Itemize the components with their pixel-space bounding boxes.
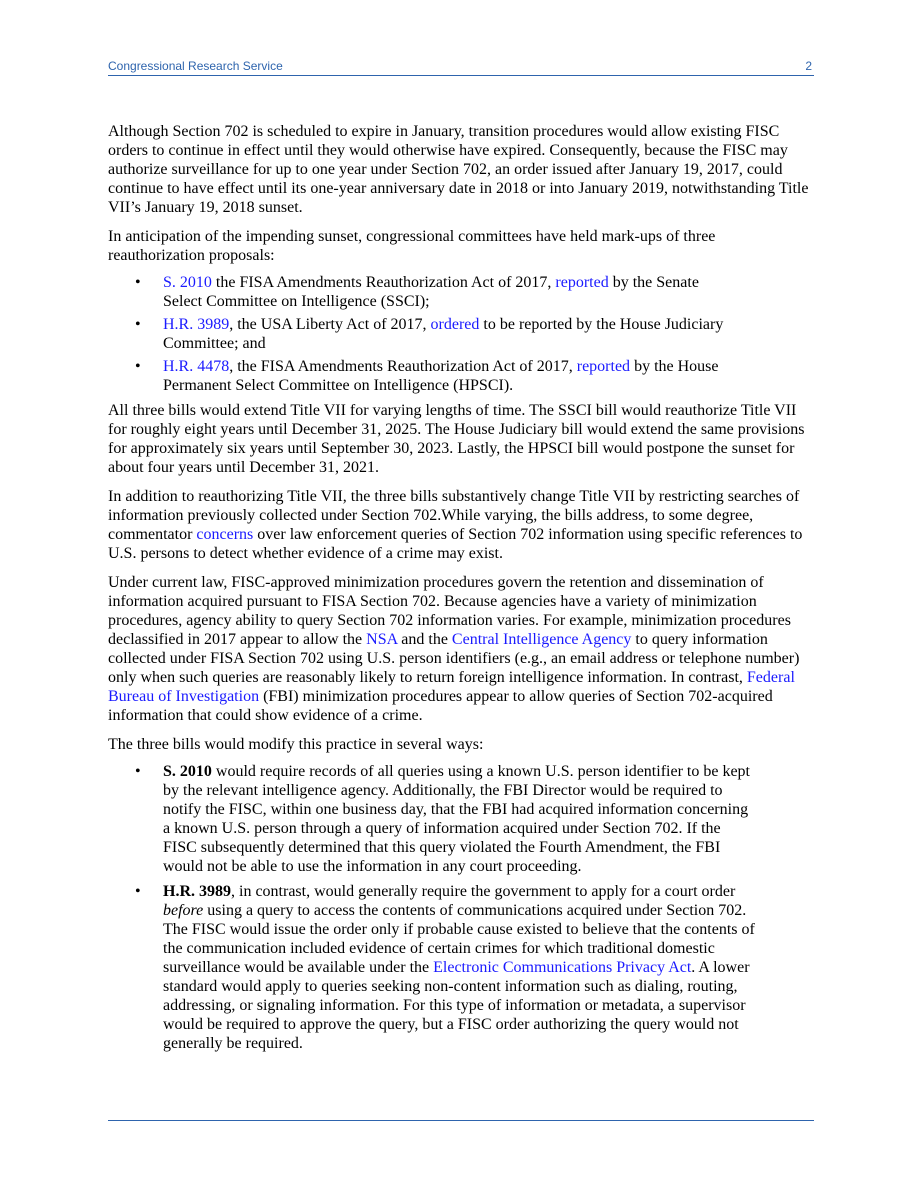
reported-link[interactable]: reported (576, 358, 631, 375)
list-item (135, 315, 814, 353)
fbi-link[interactable]: Federal Bureau of Investigation (108, 669, 795, 705)
bullet-glyph: • (135, 316, 141, 333)
list-item-text: , the FISA Amendments Reauthorization Act of 2017, (229, 358, 577, 375)
nsa-link[interactable]: NSA (366, 631, 398, 648)
list-item (135, 273, 814, 311)
cia-link[interactable]: Central Intelligence Agency (451, 631, 632, 648)
list-item (135, 882, 814, 1053)
paragraph-current-law (108, 573, 814, 725)
text-run: (FBI) minimization procedures appear to allow queries of Section 702-acquired information that could show evidence of a crime. (108, 688, 773, 724)
bullet-glyph: • (135, 358, 141, 375)
running-header (108, 58, 814, 76)
ecpa-link[interactable]: Electronic Communications Privacy Act (433, 959, 692, 976)
proposals-list (108, 273, 814, 395)
footer-rule (108, 1120, 814, 1121)
bullet-glyph: • (135, 883, 141, 900)
bullet-glyph: • (135, 763, 141, 780)
reported-link[interactable]: reported (555, 274, 609, 291)
paragraph-extension: All three bills would extend Title VII for varying lengths of time. The SSCI bill would reauthorize Title VII for roughly eight years until December 31, 2025. The House Judiciary bill would extend the same provisions for approximately six years until September 30, 2023. Lastly, the HPSCI bill would postpone the sunset for about four years until December 31, 2021. (108, 402, 805, 476)
list-item-text: . A lower standard would apply to queries seeking non-content information such as dialing, routing, addressing, or signaling information. For this type of information or metadata, a supervisor would be required to approve the query, but a FISC order authorizing the query would not generally be required. (163, 959, 750, 1052)
bill-name-s2010: S. 2010 (163, 763, 212, 780)
text-run: to query information collected under FISA Section 702 using U.S. person identifiers (e.g., an email address or telephone number) only when such queries are reasonably likely to return foreign intelligence information. In contrast, (108, 631, 800, 686)
list-item (135, 762, 814, 876)
text-run: over law enforcement queries of Section 702 information using specific references to U.S. persons to detect whether evidence of a crime may exist. (108, 526, 803, 562)
text-run: Under current law, FISC-approved minimization procedures govern the retention and dissemination of information acquired pursuant to FISA Section 702. Because agencies have a variety of minimization procedures, agency ability to query Section 702 information varies. For example, minimization procedures declassified in 2017 appear to allow the (108, 574, 791, 648)
list-item (135, 357, 814, 395)
list-item-text: using a query to access the contents of communications acquired under Section 702. The FISC would issue the order only if probable cause existed to believe that the contents of the communication included evidence of certain crimes for which traditional domestic surveillance would be available under the (163, 902, 755, 976)
list-item-text: , in contrast, would generally require the government to apply for a court order (231, 883, 736, 900)
paragraph-restrictions (108, 487, 814, 563)
bill-name-hr3989: H.R. 3989 (163, 883, 231, 900)
paragraph-anticipation: In anticipation of the impending sunset, congressional committees have held mark-ups of three reauthorization proposals: (108, 228, 716, 264)
bullet-glyph: • (135, 274, 141, 291)
list-item-text: to be reported by the House Judiciary Committee; and (163, 316, 724, 352)
emphasis-before: before (163, 902, 204, 919)
ordered-link[interactable]: ordered (430, 316, 480, 333)
list-item-text: by the Senate Select Committee on Intelligence (SSCI); (163, 274, 699, 310)
text-run: In addition to reauthorizing Title VII, the three bills substantively change Title VII by restricting searches of information previously collected under Section 702.While varying, the bills address, to some degree, commentator (108, 488, 800, 543)
modifications-list (108, 762, 814, 1053)
bill-link-s2010[interactable]: S. 2010 (163, 274, 212, 291)
header-org: Congressional Research Service (108, 59, 283, 73)
document-body (108, 122, 814, 1059)
bill-link-hr4478[interactable]: H.R. 4478 (163, 358, 230, 375)
page-number: 2 (805, 59, 812, 73)
paragraph-modify: The three bills would modify this practice in several ways: (108, 736, 484, 753)
list-item-text: by the House Permanent Select Committee on Intelligence (HPSCI). (163, 358, 719, 394)
text-run: and the (397, 631, 452, 648)
list-item-text: would require records of all queries using a known U.S. person identifier to be kept by the relevant intelligence agency. Additionally, the FBI Director would be required to notify the FISC, within one business day, that the FBI had acquired information concerning a known U.S. person through a query of information acquired under Section 702. If the FISC subsequently determined that this query violated the Fourth Amendment, the FBI would not be able to use the information in any court proceeding. (163, 763, 750, 875)
list-item-text: the FISA Amendments Reauthorization Act of 2017, (211, 274, 556, 291)
bill-link-hr3989[interactable]: H.R. 3989 (163, 316, 230, 333)
list-item-text: , the USA Liberty Act of 2017, (229, 316, 431, 333)
concerns-link[interactable]: concerns (196, 526, 254, 543)
paragraph-transition: Although Section 702 is scheduled to expire in January, transition procedures would allow existing FISC orders to continue in effect until they would otherwise have expired. Consequently, because the FISC may authorize surveillance for up to one year under Section 702, an order issued after January 19, 2017, could continue to have effect until its one-year anniversary date in 2018 or into January 2019, notwithstanding Title VII’s January 19, 2018 sunset. (108, 123, 809, 216)
